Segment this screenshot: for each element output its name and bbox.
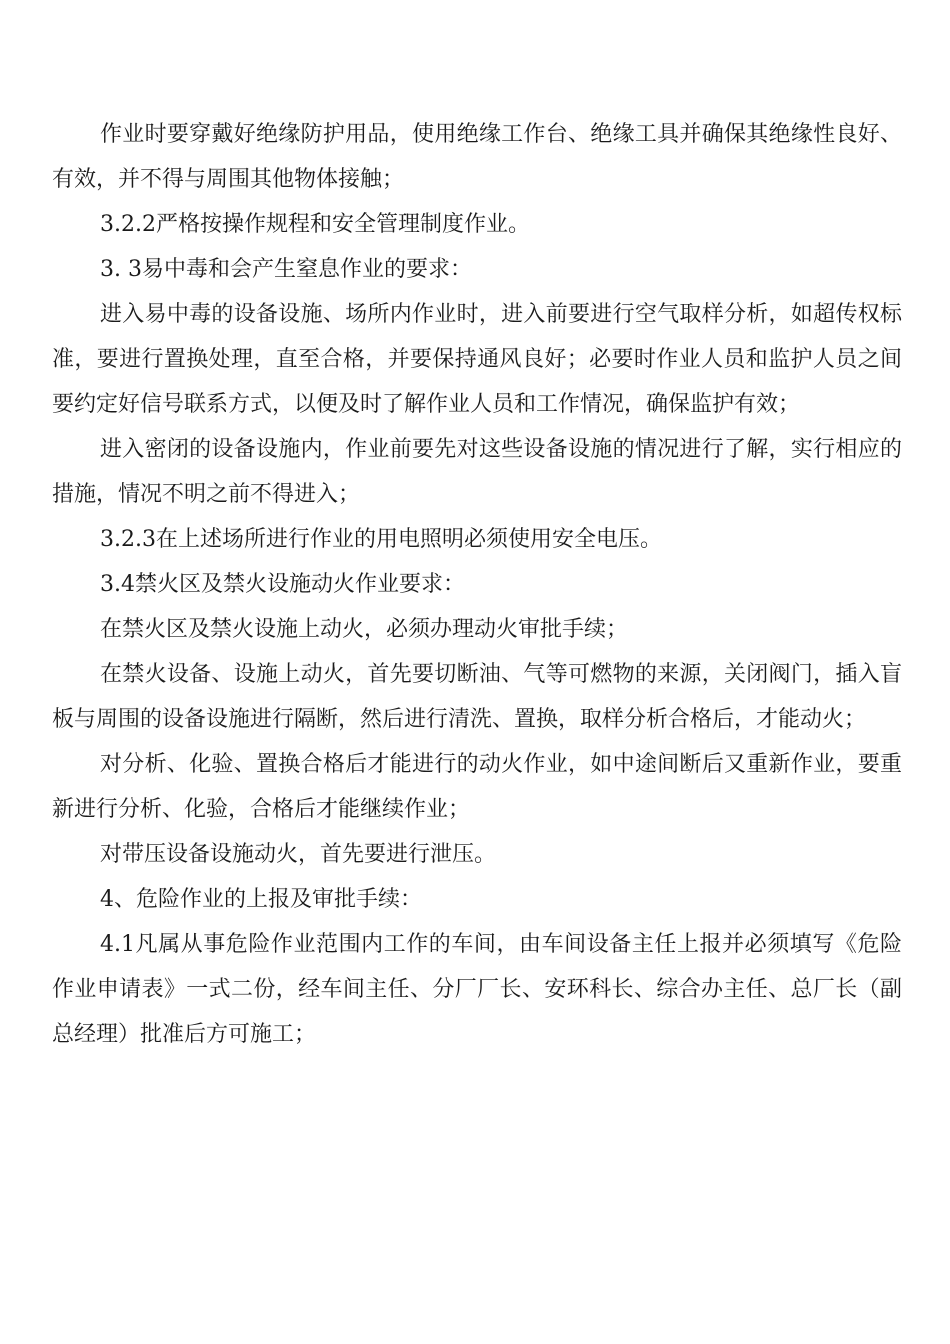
document-page — [52, 112, 902, 1057]
heading-3-3: 3. 3易中毒和会产生窒息作业的要求： — [100, 257, 472, 282]
heading-4: 4、危险作业的上报及审批手续： — [100, 887, 422, 912]
paragraph-hot-work-isolation: 在禁火设备、设施上动火，首先要切断油、气等可燃物的来源，关闭阀门，插入盲板与周围的设备设施进行隔断，然后进行清洗、置换，取样分析合格后，才能动火； — [52, 662, 902, 732]
heading-3-4: 3.4禁火区及禁火设施动火作业要求： — [100, 572, 465, 597]
paragraph-3-2-3: 3.2.3在上述场所进行作业的用电照明必须使用安全电压。 — [100, 527, 662, 552]
paragraph-toxic-entry: 进入易中毒的设备设施、场所内作业时，进入前要进行空气取样分析，如超传权标准，要进行置换处理，直至合格，并要保持通风良好；必要时作业人员和监护人员之间要约定好信号联系方式，以便及时了解作业人员和工作情况，确保监护有效； — [52, 302, 902, 417]
paragraph-depressurize: 对带压设备设施动火，首先要进行泄压。 — [100, 842, 497, 867]
paragraph-3-2-2: 3.2.2严格按操作规程和安全管理制度作业。 — [100, 212, 530, 237]
paragraph-insulation: 作业时要穿戴好绝缘防护用品，使用绝缘工作台、绝缘工具并确保其绝缘性良好、有效，并不得与周围其他物体接触； — [52, 122, 902, 192]
paragraph-reanalysis: 对分析、化验、置换合格后才能进行的动火作业，如中途间断后又重新作业，要重新进行分析、化验，合格后才能继续作业； — [52, 752, 902, 822]
paragraph-hot-work-permit: 在禁火区及禁火设施上动火，必须办理动火审批手续； — [100, 617, 629, 642]
paragraph-4-1: 4.1凡属从事危险作业范围内工作的车间，由车间设备主任上报并必须填写《危险作业申请表》一式二份，经车间主任、分厂厂长、安环科长、综合办主任、总厂长（副总经理）批准后方可施工； — [52, 932, 902, 1047]
paragraph-confined-entry: 进入密闭的设备设施内，作业前要先对这些设备设施的情况进行了解，实行相应的措施，情况不明之前不得进入； — [52, 437, 902, 507]
